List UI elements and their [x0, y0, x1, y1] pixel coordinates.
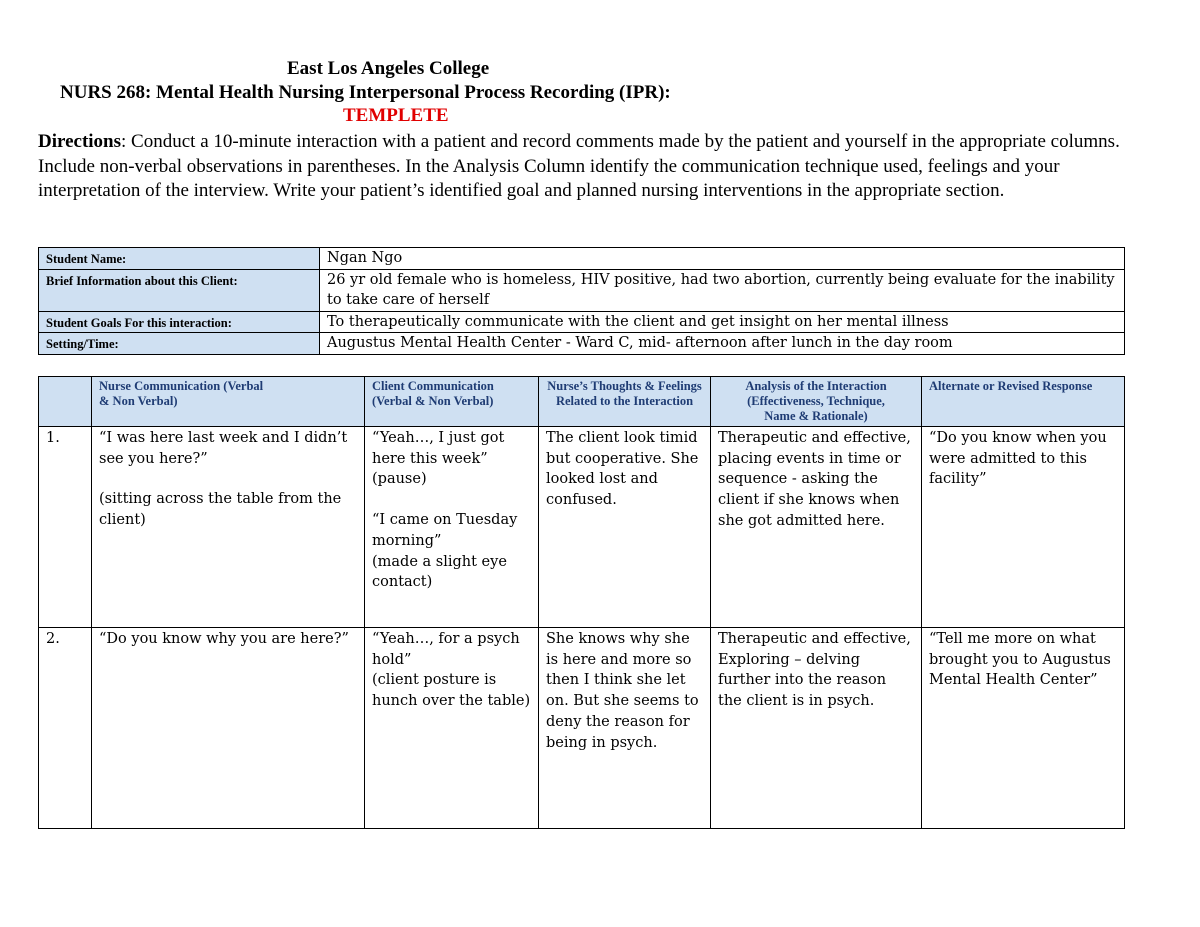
table-row — [39, 427, 1125, 628]
course-title: NURS 268: Mental Health Nursing Interpersonal Process Recording (IPR): — [60, 82, 671, 103]
table-row — [39, 628, 1125, 829]
directions-text: : Conduct a 10-minute interaction with a patient and record comments made by the patient and yourself in the appropriate columns. Include non-verbal observations in parentheses. In the Analysis Column identify the communication technique used, feelings and your interpretation of the interview. Write your patient’s identified goal and planned nursing interventions in the appropriate section. — [38, 131, 1120, 201]
info-value: Ngan Ngo — [320, 248, 1125, 270]
cell-text: “Do you know why you are here?” — [99, 631, 349, 647]
info-row — [39, 269, 1125, 311]
row-number: 2. — [39, 628, 92, 829]
template-label: TEMPLETE — [343, 105, 449, 126]
alternate-response-header: Alternate or Revised Response — [922, 377, 1125, 427]
nurse-communication-cell — [92, 628, 365, 829]
info-value: To therapeutically communicate with the client and get insight on her mental illness — [320, 311, 1125, 333]
info-label: Brief Information about this Client: — [39, 269, 320, 311]
cell-text: (client posture is hunch over the table) — [372, 672, 531, 710]
client-info-table — [38, 247, 1125, 355]
cell-text: Therapeutic and effective, — [718, 430, 911, 446]
info-value: Augustus Mental Health Center - Ward C, mid- afternoon after lunch in the day room — [320, 333, 1125, 355]
cell-text: (made a slight eye contact) — [372, 553, 507, 591]
client-communication-cell — [365, 427, 539, 628]
directions-paragraph — [38, 130, 1128, 204]
ipr-table — [38, 376, 1125, 829]
college-name: East Los Angeles College — [287, 58, 490, 79]
cell-text: “I came on Tuesday morning” — [372, 512, 518, 549]
ipr-header-row — [39, 377, 1125, 427]
analysis-cell — [711, 628, 922, 829]
alternate-response-cell: “Tell me more on what brought you to Augustus Mental Health Center” — [922, 628, 1125, 829]
info-label: Student Name: — [39, 248, 320, 270]
info-label: Setting/Time: — [39, 333, 320, 355]
cell-text: (pause) — [372, 471, 427, 488]
nurse-thoughts-cell: The client look timid but cooperative. She looked lost and confused. — [539, 427, 711, 628]
alternate-response-cell: “Do you know when you were admitted to this facility” — [922, 427, 1125, 628]
number-column-header — [39, 377, 92, 427]
cell-text: Exploring – delving further into the reason the client is in psych. — [718, 651, 887, 710]
cell-text: (sitting across the table from the client) — [99, 491, 342, 529]
client-communication-cell — [365, 628, 539, 829]
info-label: Student Goals For this interaction: — [39, 311, 320, 333]
directions-label: Directions — [38, 131, 122, 152]
header-line: Analysis of the Interaction — [745, 379, 887, 393]
cell-text: “I was here last week and I didn’t see you here?” — [99, 430, 348, 467]
header-line: & Non Verbal) — [99, 394, 178, 408]
nurse-thoughts-cell: She knows why she is here and more so then I think she let on. But she seems to deny the reason for being in psych. — [539, 628, 711, 829]
analysis-cell — [711, 427, 922, 628]
cell-text: Therapeutic and effective, — [718, 631, 911, 647]
analysis-header — [711, 377, 922, 427]
info-value: 26 yr old female who is homeless, HIV positive, had two abortion, currently being evaluate for the inability to take care of herself — [320, 269, 1125, 311]
info-row — [39, 248, 1125, 270]
header-line: Name & Rationale) — [764, 409, 868, 423]
header-line: Nurse Communication (Verbal — [99, 379, 264, 393]
nurse-communication-cell — [92, 427, 365, 628]
cell-text: placing events in time or sequence - asking the client if she knows when she got admitted here. — [718, 450, 901, 529]
info-row — [39, 333, 1125, 355]
header-line: Client Communication — [372, 379, 494, 393]
info-row — [39, 311, 1125, 333]
nurse-thoughts-header: Nurse’s Thoughts & Feelings Related to the Interaction — [539, 377, 711, 427]
cell-text: “Yeah…, for a psych hold” — [372, 631, 520, 668]
header-line: (Effectiveness, Technique, — [747, 394, 885, 408]
row-number: 1. — [39, 427, 92, 628]
client-communication-header — [365, 377, 539, 427]
nurse-communication-header — [92, 377, 365, 427]
cell-text: “Yeah…, I just got here this week” — [372, 430, 505, 467]
header-line: (Verbal & Non Verbal) — [372, 394, 494, 408]
